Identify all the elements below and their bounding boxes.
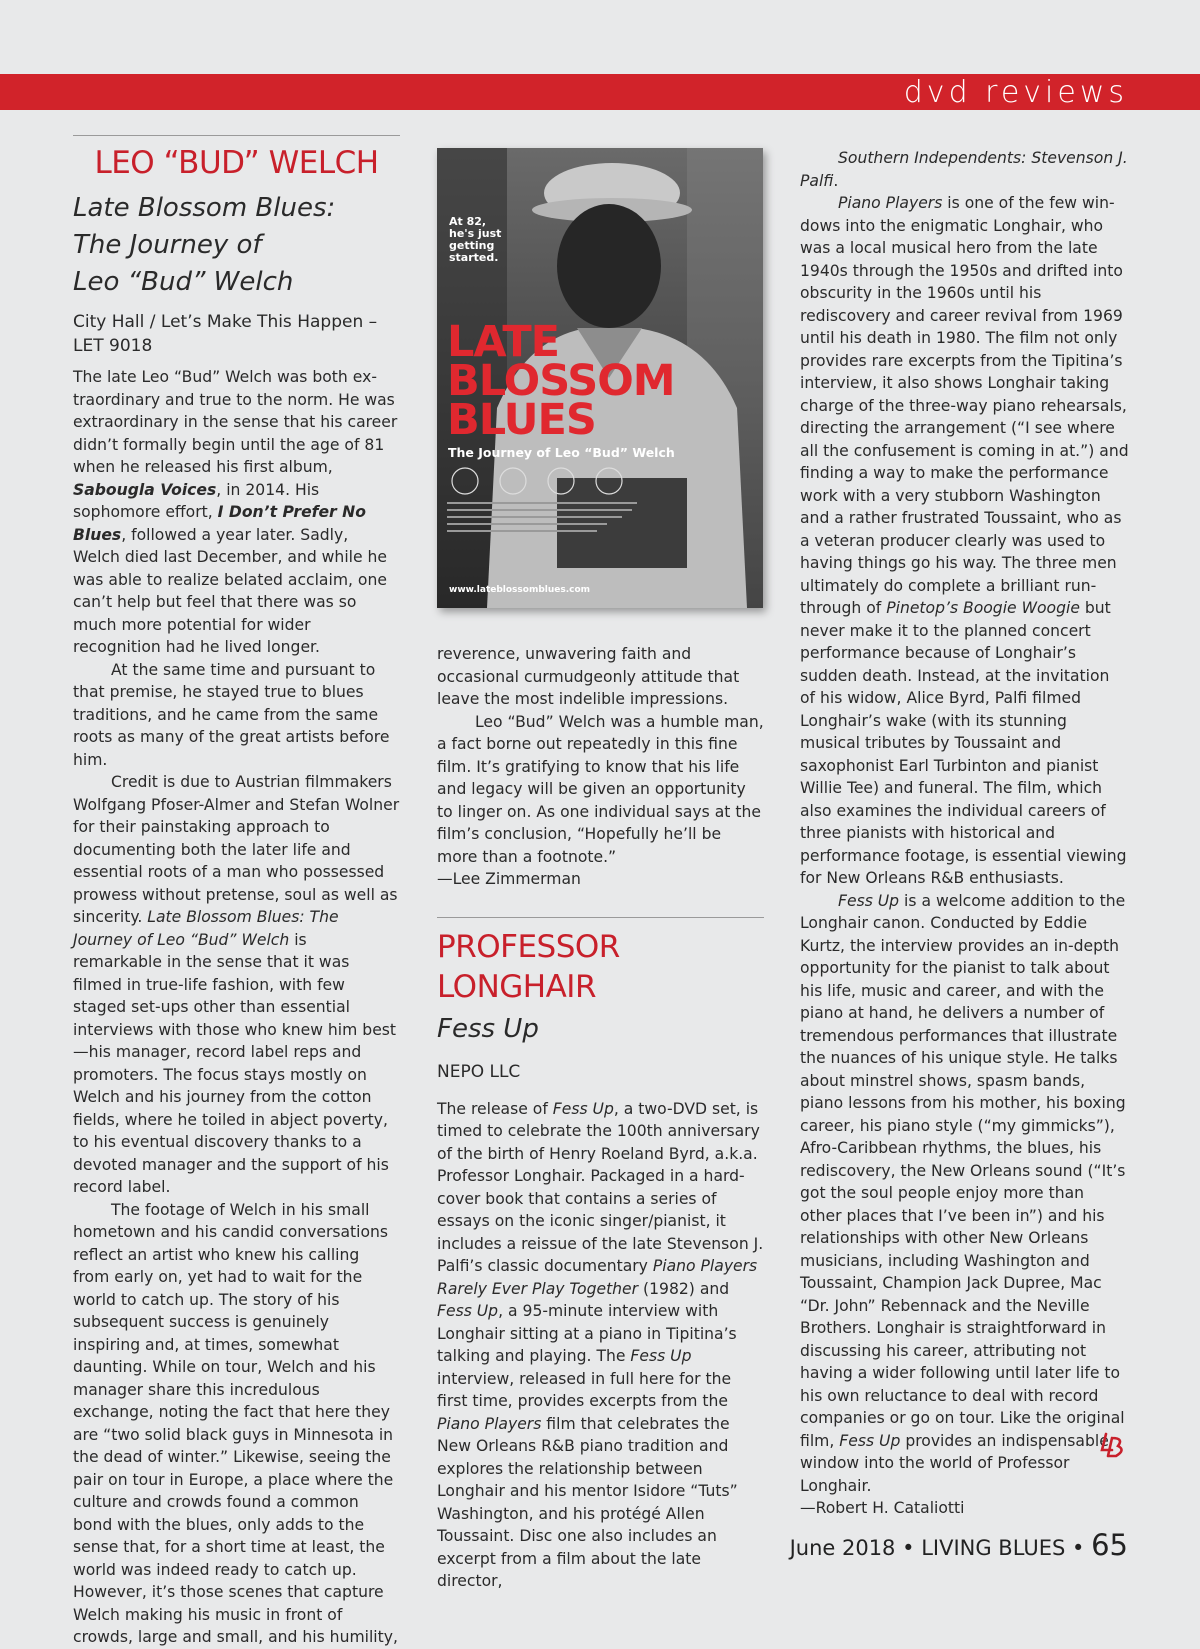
- poster-credits-block: [447, 500, 647, 540]
- poster-subtitle: The Journey of Leo “Bud” Welch: [448, 445, 675, 460]
- review2-label: NEPO LLC: [437, 1061, 521, 1082]
- review1-title-line: Late Blossom Blues:: [73, 193, 336, 223]
- review1-artist: LEO “BUD” WELCH: [94, 145, 379, 181]
- review2-title: Fess Up: [437, 1013, 539, 1044]
- review2-signature: —Robert H. Cataliotti: [800, 1499, 965, 1517]
- page-number: 65: [1091, 1528, 1128, 1562]
- review1-signature: —Lee Zimmerman: [437, 870, 581, 888]
- review1-title-line: Leo “Bud” Welch: [73, 267, 294, 297]
- review1-label-line: City Hall / Let’s Make This Happen –: [73, 312, 378, 332]
- section-title: dvd reviews: [903, 75, 1128, 110]
- review1-title-line: The Journey of: [73, 230, 262, 260]
- magazine-name: LIVING BLUES: [921, 1536, 1066, 1560]
- review2-paragraph: Fess Up is a welcome addition to the Longhair canon. Conducted by Eddie Kurtz, the interview provides an in-depth opportunity for the pianist to talk about his life, music and career, and with the piano at hand, he delivers a number of tremendous performances that illustrate the nuances of his unique style. He talks about minstrel shows, spasm bands, piano lessons from his mother, his boxing career, his piano style (“my gimmicks”), Afro-Caribbean rhythms, the blues, his rediscovery, the New Orleans sound (“It’s got the soul people enjoy more than other places that I’ve been in”) and his relationships with other New Orleans musicians, including Washington and Toussaint, Champion Jack Dupree, Mac “Dr. John” Rebennack and the Neville Brothers. Longhair is straightforward in discussing his career, attributing not having a wider following until later life to his own reluctance to deal with record companies or go on tour. Like the original film, Fess Up provides an indispensable window into the world of Professor Longhair.: [800, 891, 1126, 1495]
- review-column-1: [73, 135, 400, 1649]
- living-blues-logo-icon: [1098, 1430, 1128, 1462]
- divider: [437, 917, 764, 918]
- review1-label-line: LET 9018: [73, 336, 153, 356]
- review-column-2: [437, 643, 764, 1593]
- review1-paragraph: Leo “Bud” Welch was a humble man, a fact borne out repeatedly in this fine film. It’s gratifying to know that his life and legacy will be given an opportunity to linger on. As one individual says at the film’s conclusion, “Hopefully he’ll be more than a footnote.”: [437, 712, 764, 866]
- review2-artist: [437, 927, 764, 1007]
- review1-paragraph: At the same time and pursuant to that premise, he stayed true to blues traditions, and he came from the same roots as many of the great artists before him.: [73, 660, 390, 769]
- review1-paragraph: Credit is due to Austrian filmmakers Wolfgang Pfoser-Almer and Stefan Wolner for their painstaking approach to documenting both the later life and essential roots of a man who possessed prowess without pretense, soul as well as sincerity. Late Blossom Blues: The Journey of Leo “Bud” Welch is remarkable in the sense that it was filmed in true-life fashion, with few staged set-ups other than essential interviews with those who knew him best—his manager, record label reps and promoters. The focus stays mostly on Welch and his journey from the cotton fields, where he toiled in abject poverty, to his eventual discovery thanks to a devoted manager and the support of his record label.: [73, 773, 400, 1196]
- review2-artist-line: LONGHAIR: [437, 968, 596, 1005]
- review1-paragraph: The late Leo “Bud” Welch was both extraordinary and true to the norm. He was extraordinary in the sense that his career didn’t formally begin until the age of 81 when he released his first album, Sabougla Voices, in 2014. His sophomore effort, I Don’t Prefer No Blues, followed a year later. Sadly, Welch died last December, and while he was able to realize belated acclaim, one can’t help but feel that there was so much more potential for wider recognition had he lived longer.: [73, 368, 398, 656]
- page-footer: [790, 1528, 1128, 1562]
- bullet-separator: •: [1072, 1536, 1085, 1560]
- issue-date: June 2018: [789, 1536, 896, 1560]
- review1-paragraph: reverence, unwavering faith and occasional curmudgeonly attitude that leave the most indelible impressions.: [437, 645, 740, 708]
- review-column-3: [800, 147, 1129, 1520]
- poster-tagline: At 82, he's just getting started.: [449, 215, 502, 264]
- review1-title: [73, 190, 400, 301]
- review2-artist-line: PROFESSOR: [437, 928, 620, 965]
- poster-url: www.lateblossomblues.com: [449, 585, 591, 595]
- review2-paragraph: Piano Players is one of the few windows into the enigmatic Longhair, who was a local musical hero from the late 1940s through the 1950s and drifted into obscurity in the 1960s until his rediscovery and career revival from 1969 until his death in 1980. The film not only provides rare excerpts from the Tipitina’s interview, it also shows Longhair taking charge of the three-way piano rehearsals, directing the arrangement (“I see where all the confusement is coming in at.”) and finding a way to make the performance work with a very stubborn Washington and a rather frustrated Toussaint, who as a veteran producer clearly was used to having things go his way. The three men ultimately do complete a brilliant run-through of Pinetop’s Boogie Woogie but never make it to the planned concert performance because of Longhair’s sudden death. Instead, at the invitation of his widow, Alice Byrd, Palfi filmed Longhair’s wake (with its stunning musical tributes by Toussaint and saxophonist Earl Turbinton and pianist Willie Tee) and funeral. The film, which also examines the individual careers of three pianists with historical and performance footage, is essential viewing for New Orleans R&B enthusiasts.: [800, 194, 1129, 887]
- review1-label: [73, 310, 400, 358]
- section-banner: [0, 74, 1200, 110]
- review2-paragraph: The release of Fess Up, a two-DVD set, is timed to celebrate the 100th anniversary of the birth of Henry Roeland Byrd, a.k.a. Professor Longhair. Packaged in a hardcover book that contains a series of essays on the iconic singer/pianist, it includes a reissue of the late Stevenson J. Palfi’s classic documentary Piano Players Rarely Ever Play Together (1982) and Fess Up, a 95-minute interview with Longhair sitting at a piano in Tipitina’s talking and playing. The Fess Up interview, released in full here for the first time, provides excerpts from the Piano Players film that celebrates the New Orleans R&B piano tradition and explores the relationship between Longhair and his mentor Isidore “Tuts” Washington, and his protégé Allen Toussaint. Disc one also includes an excerpt from a film about the late director,: [437, 1099, 764, 1590]
- divider: [73, 135, 400, 136]
- laurel-icons: [445, 466, 635, 496]
- review2-paragraph: Southern Independents: Stevenson J. Palfi.: [800, 149, 1128, 190]
- dvd-cover-image: [437, 148, 763, 608]
- poster-title: LATE BLOSSOM BLUES: [447, 317, 675, 445]
- bullet-separator: •: [902, 1536, 915, 1560]
- review1-paragraph: The footage of Welch in his small hometown and his candid conversations reflect an artist who knew his calling from early on, yet had to wait for the world to catch up. The story of his subsequent success is genuinely inspiring and, at times, somewhat daunting. While on tour, Welch and his manager share this incredulous exchange, noting the fact that here they are “two solid black guys in Minnesota in the dead of winter.” Likewise, seeing the pair on tour in Europe, a place where the culture and crowds found a common bond with the blues, only adds to the sense that, for a short time at least, the world was indeed ready to catch up. However, it’s those scenes that capture Welch making his music in front of crowds, large and small, and his humility,: [73, 1200, 398, 1646]
